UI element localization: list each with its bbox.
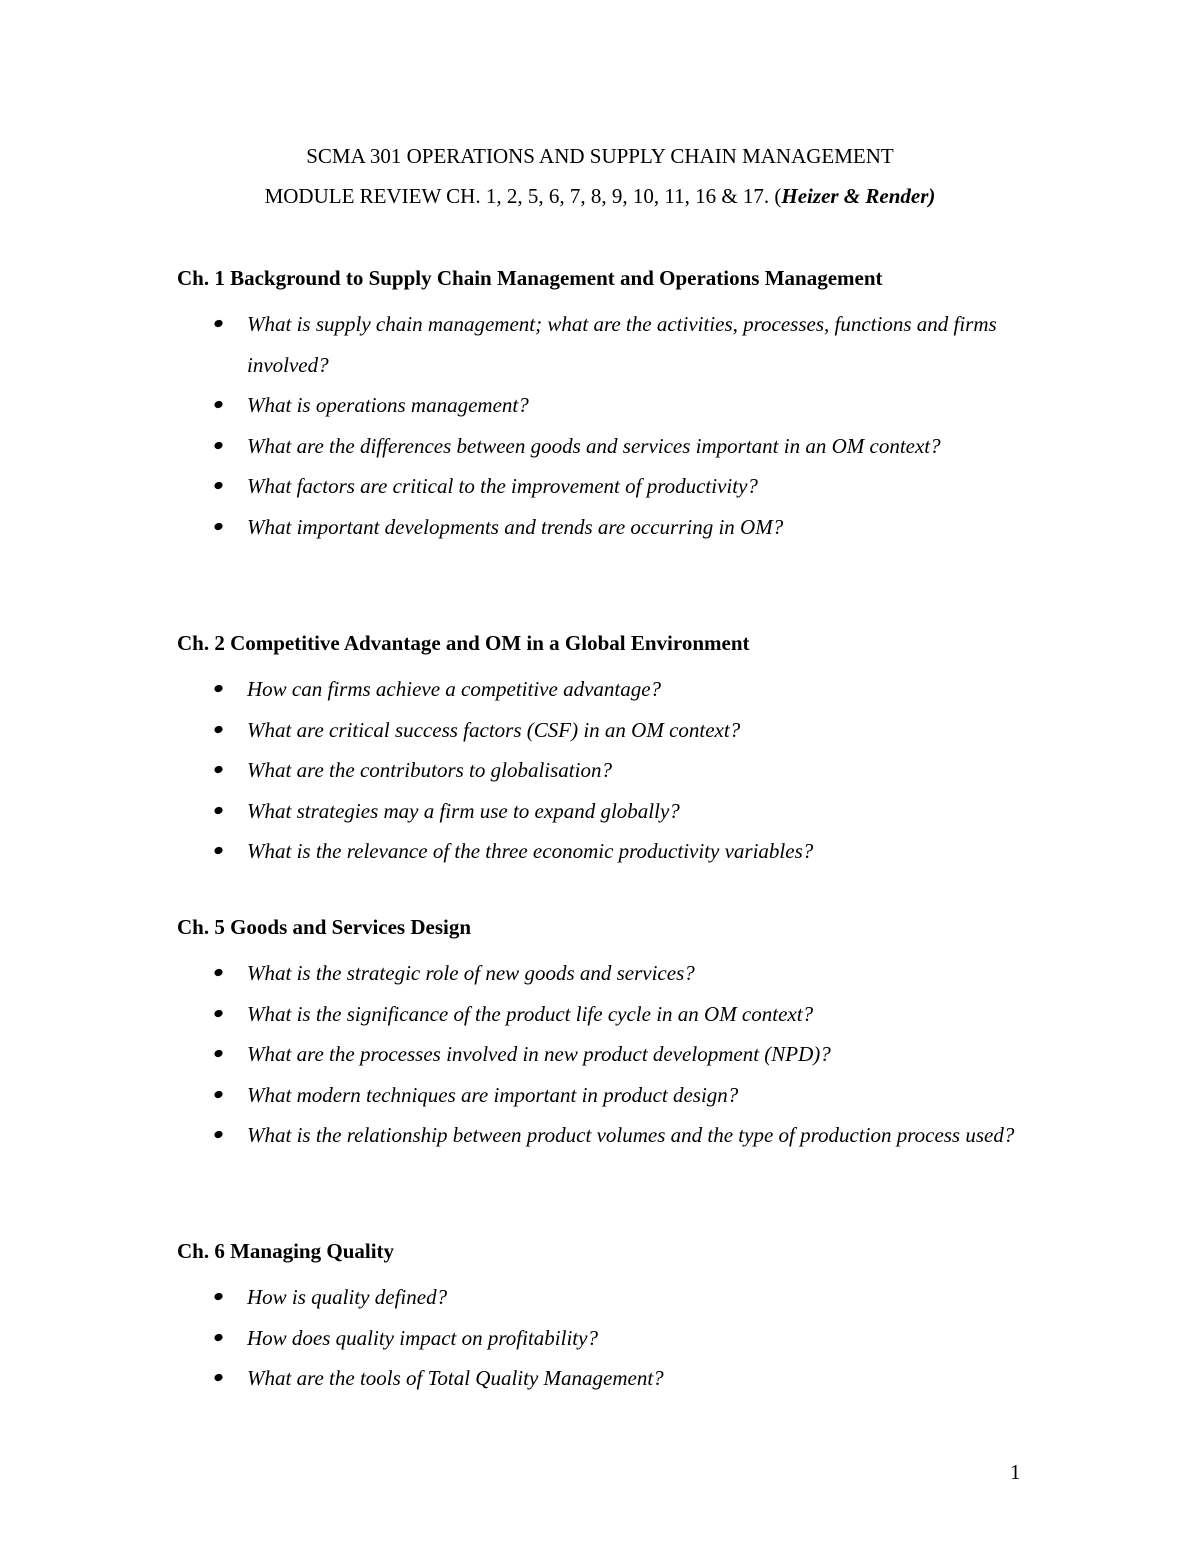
bullet-icon xyxy=(213,1049,223,1058)
question-item xyxy=(177,304,1057,385)
question-item xyxy=(177,953,1057,994)
question-text: What modern techniques are important in product design? xyxy=(247,1082,739,1107)
bullet-icon xyxy=(213,481,223,490)
course-title: SCMA 301 OPERATIONS AND SUPPLY CHAIN MANAGEMENT xyxy=(306,144,894,168)
question-text: What are the tools of Total Quality Management? xyxy=(247,1366,664,1390)
section-heading: Ch. 1 Background to Supply Chain Management and Operations Management xyxy=(177,266,883,290)
textbook-authors: Heizer & Render) xyxy=(781,184,936,208)
bullet-icon xyxy=(213,1292,223,1301)
question-text: What is operations management? xyxy=(247,393,529,417)
question-text: What strategies may a firm use to expand globally? xyxy=(247,798,680,823)
question-list xyxy=(177,953,1057,1156)
bullet-icon xyxy=(213,684,223,693)
bullet-icon xyxy=(213,968,223,977)
question-text: What factors are critical to the improvement of productivity? xyxy=(247,474,758,498)
bullet-icon xyxy=(213,805,223,814)
bullet-icon xyxy=(213,1089,223,1098)
bullet-icon xyxy=(213,1373,223,1382)
question-list xyxy=(177,1277,1057,1399)
question-text: What is the strategic role of new goods and services? xyxy=(247,961,695,985)
module-review-chapters: MODULE REVIEW CH. 1, 2, 5, 6, 7, 8, 9, 10, 11, 16 & 17. ( xyxy=(264,184,782,208)
section-ch2 xyxy=(177,629,1057,872)
question-text: What is the relevance of the three economic productivity variables? xyxy=(247,839,814,863)
question-list xyxy=(177,669,1057,872)
section-heading: Ch. 5 Goods and Services Design xyxy=(177,915,472,939)
bullet-icon xyxy=(213,1332,223,1341)
question-text: What is the relationship between product volumes and the type of production process used? xyxy=(247,1123,1015,1147)
question-text: What is supply chain management; what are the activities, processes, functions and firms involved? xyxy=(247,312,997,377)
question-item xyxy=(177,1277,1057,1318)
question-item xyxy=(177,791,1057,832)
question-text: What are the processes involved in new product development (NPD)? xyxy=(247,1042,831,1066)
question-text: What are the contributors to globalisation? xyxy=(247,758,612,782)
question-text: How can firms achieve a competitive advantage? xyxy=(247,677,662,701)
question-text: How is quality defined? xyxy=(247,1285,448,1309)
bullet-icon xyxy=(213,724,223,733)
question-list xyxy=(177,304,1057,547)
bullet-icon xyxy=(213,846,223,855)
question-item xyxy=(177,507,1057,548)
question-item xyxy=(177,669,1057,710)
section-heading: Ch. 6 Managing Quality xyxy=(177,1239,395,1263)
section-ch1 xyxy=(177,264,1057,547)
bullet-icon xyxy=(213,521,223,530)
question-text: What are the differences between goods and services important in an OM context? xyxy=(247,433,941,458)
bullet-icon xyxy=(213,1008,223,1017)
section-ch5 xyxy=(177,913,1057,1156)
bullet-icon xyxy=(213,319,223,328)
page-number: 1 xyxy=(1010,1460,1021,1484)
question-text: What is the significance of the product life cycle in an OM context? xyxy=(247,1001,814,1026)
question-item xyxy=(177,994,1057,1035)
question-item xyxy=(177,385,1057,426)
question-item xyxy=(177,1034,1057,1075)
section-ch6 xyxy=(177,1237,1057,1399)
question-item xyxy=(177,710,1057,751)
bullet-icon xyxy=(213,400,223,409)
question-text: What important developments and trends are occurring in OM? xyxy=(247,514,784,539)
bullet-icon xyxy=(213,765,223,774)
question-item xyxy=(177,426,1057,467)
module-review-title xyxy=(0,182,1200,210)
question-item xyxy=(177,831,1057,872)
question-text: How does quality impact on profitability? xyxy=(247,1325,598,1350)
bullet-icon xyxy=(213,440,223,449)
question-item xyxy=(177,466,1057,507)
question-item xyxy=(177,1075,1057,1116)
question-item xyxy=(177,1318,1057,1359)
section-heading: Ch. 2 Competitive Advantage and OM in a Global Environment xyxy=(177,631,750,655)
question-item xyxy=(177,750,1057,791)
question-item xyxy=(177,1115,1057,1156)
question-item xyxy=(177,1358,1057,1399)
bullet-icon xyxy=(213,1130,223,1139)
question-text: What are critical success factors (CSF) in an OM context? xyxy=(247,717,741,742)
